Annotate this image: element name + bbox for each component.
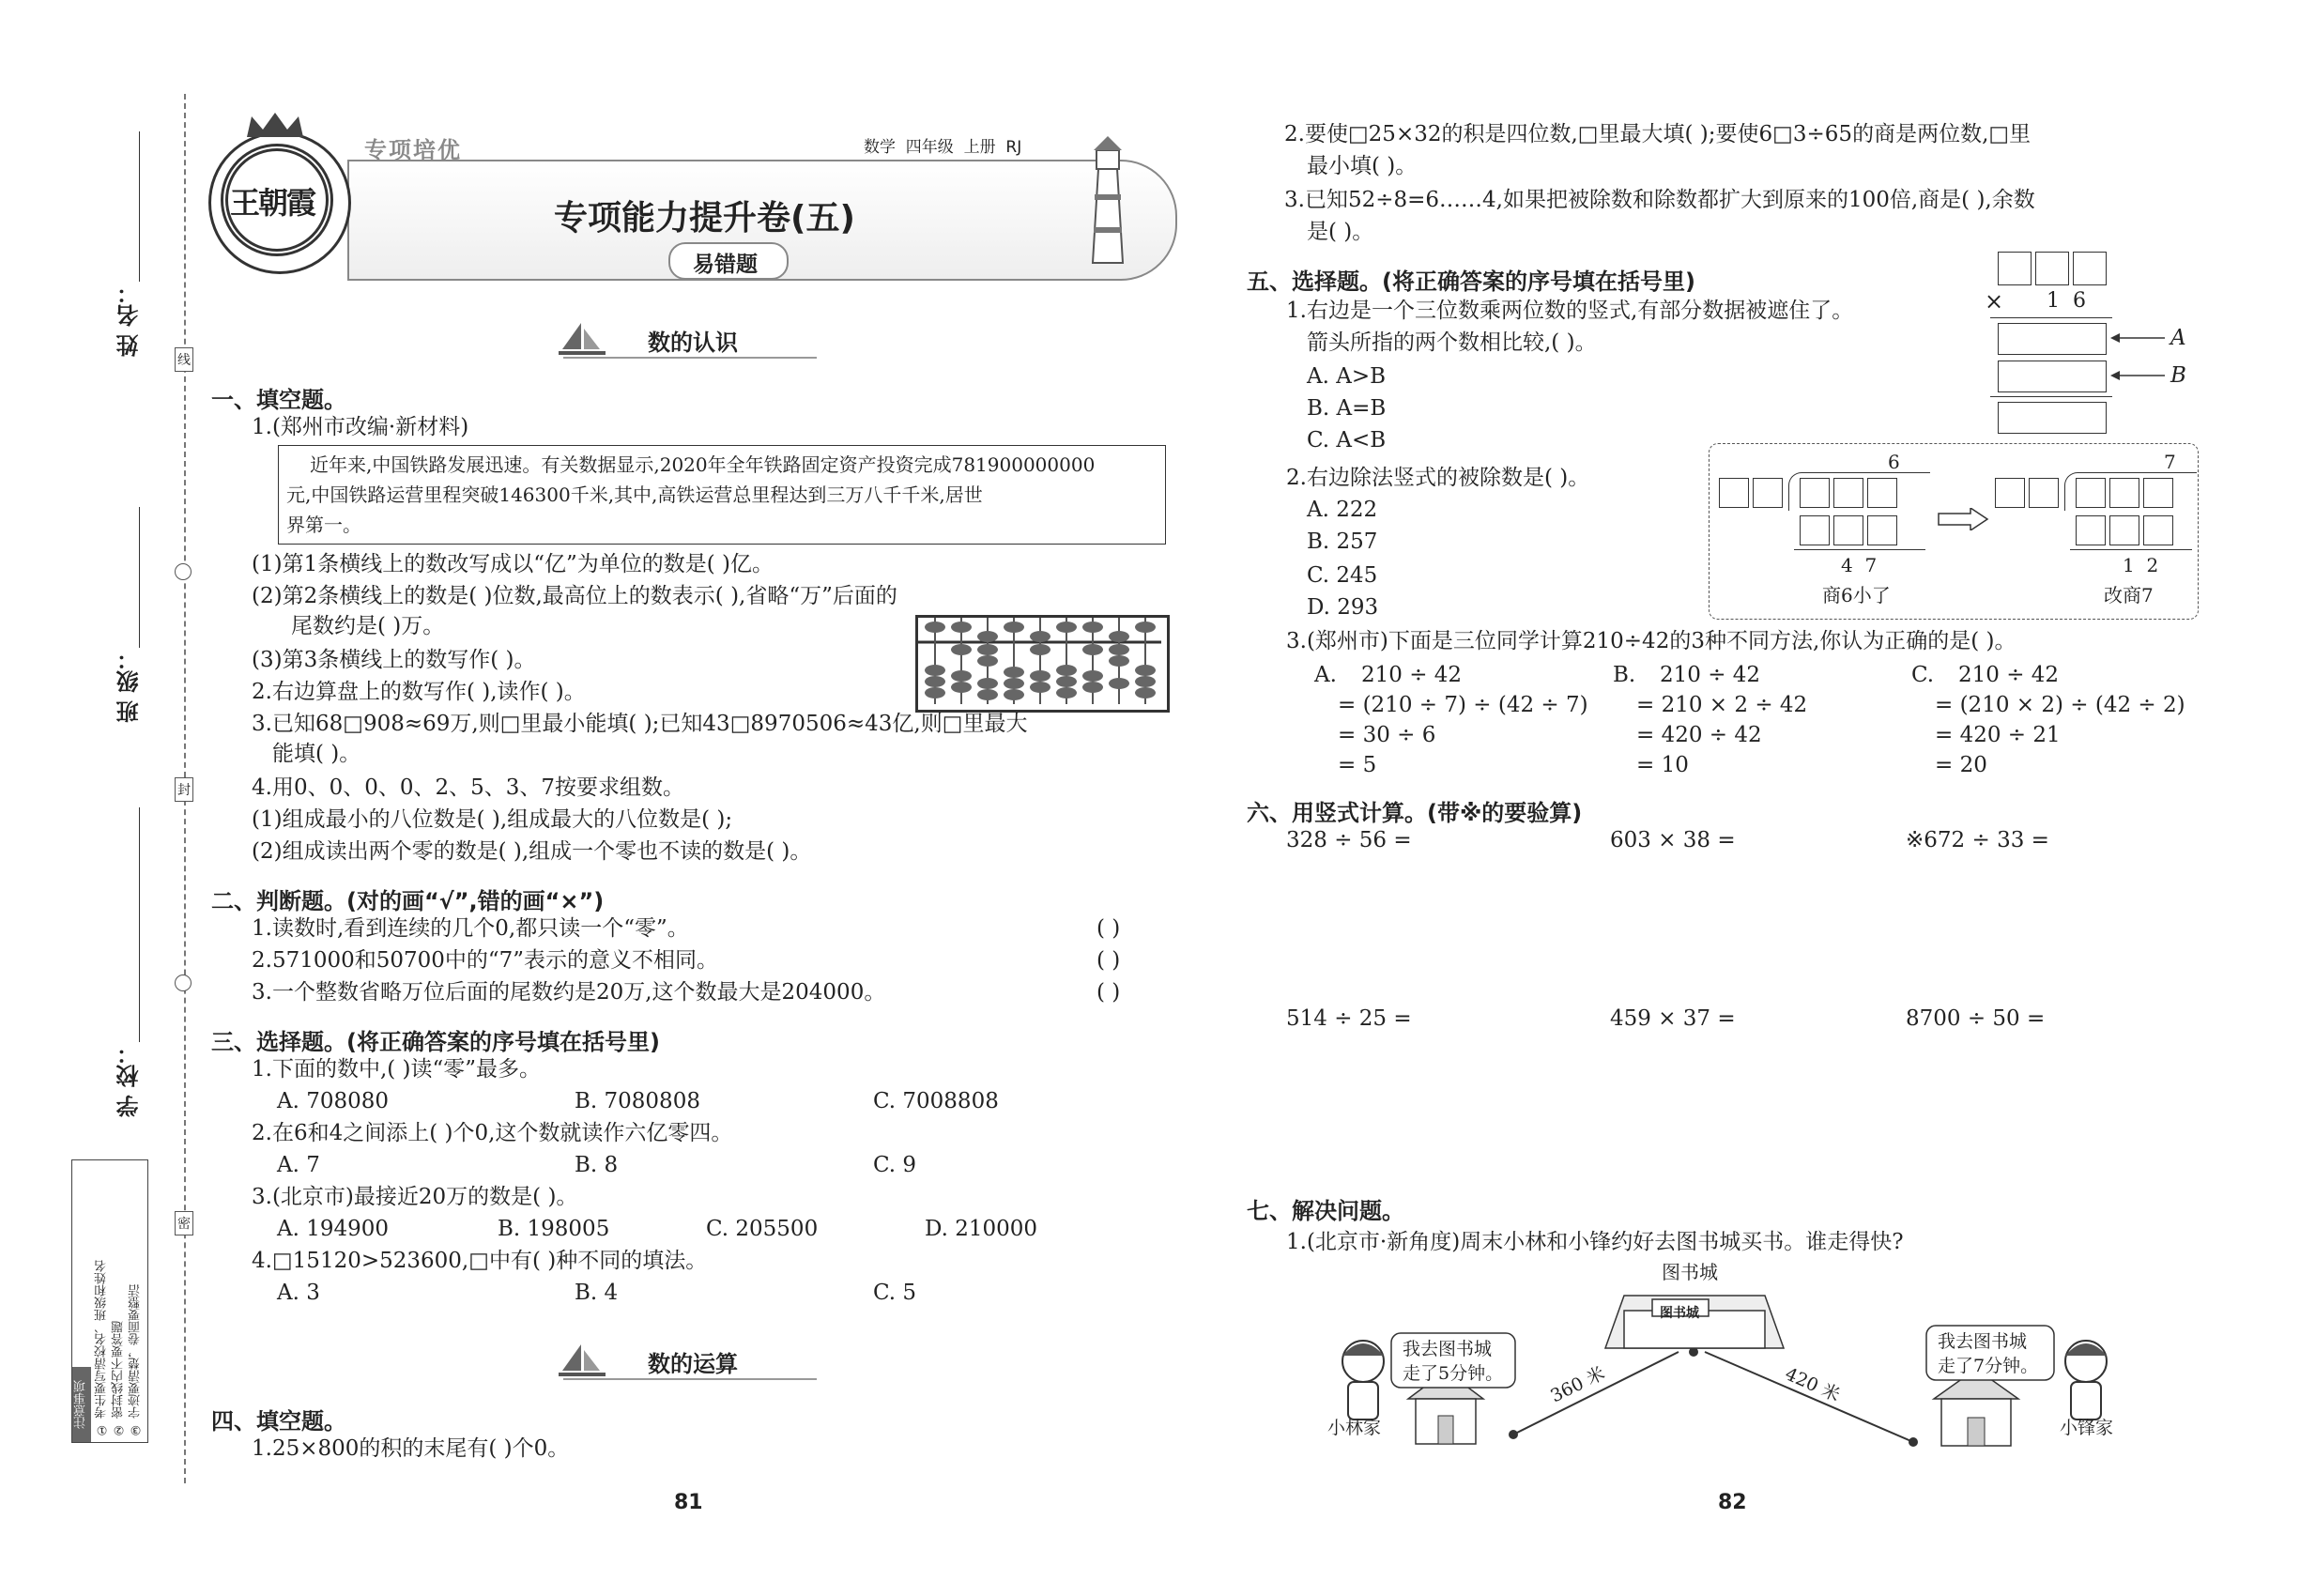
choice-3-d[interactable]: D. 210000: [925, 1217, 1038, 1241]
method-b-label[interactable]: B.: [1613, 663, 1636, 687]
div-caption-1: 商6小了: [1822, 584, 1891, 606]
div2-dividend-2: [2109, 478, 2139, 508]
kid-lin-icon: [1342, 1341, 1384, 1420]
bubble-lin-line-1: 我去图书城: [1403, 1339, 1493, 1359]
method-a-line-4: = 5: [1338, 753, 1377, 777]
partial-product-b: [1998, 361, 2107, 392]
passage-line-2: 元,中国铁路运营里程突破146300千米,其中,高铁运营总里程达到三万八千千米,居世: [286, 483, 983, 506]
div2-dividend-1: [2076, 478, 2106, 508]
choice-1-b[interactable]: B. 7080808: [575, 1089, 700, 1113]
fill-3b: 是( )。: [1307, 220, 1374, 244]
div1-dividend-2: [1833, 478, 1863, 508]
section-6-heading: 六、用竖式计算。(带※的要验算): [1247, 800, 1583, 826]
div1-product-2: [1833, 515, 1863, 545]
fill-3a: 3.已知52÷8=6……4,如果把被除数和除数都扩大到原来的100倍,商是( ),余数: [1284, 188, 2035, 212]
distance-left: 360 米: [1547, 1362, 1609, 1407]
method-c-line-3: = 420 ÷ 21: [1935, 723, 2061, 747]
choice-1-c[interactable]: C. 7008808: [873, 1089, 999, 1113]
crown-icon: [242, 111, 308, 139]
q1-2b: 尾数约是( )万。: [291, 614, 445, 638]
sailboat-svg-2: [559, 1343, 606, 1380]
abacus: [915, 615, 1170, 713]
mult-digit-box-3: [2073, 252, 2107, 285]
mc-1-b[interactable]: B. A=B: [1307, 396, 1387, 421]
div1-product-3: [1867, 515, 1897, 545]
abacus-svg: [918, 618, 1161, 704]
crown-svg: [242, 111, 308, 139]
judge-2-paren[interactable]: ( ): [1096, 948, 1121, 973]
div-quotient-1: 6: [1888, 451, 1900, 473]
page-number-left: 81: [674, 1491, 703, 1514]
page-title: 专项能力提升卷(五): [554, 199, 855, 238]
choice-1: 1.下面的数中,( )读“零”最多。: [252, 1057, 542, 1082]
notes-box: [71, 1159, 148, 1443]
arrow-a-icon: [2110, 329, 2167, 351]
brand-logo: [208, 131, 351, 274]
q3a: 3.已知68□908≈69万,则□里最小能填( );已知43□8970506≈43亿,则□里最大: [252, 712, 1028, 736]
method-b-line-3: = 420 ÷ 42: [1636, 723, 1762, 747]
choice-3: 3.(北京市)最接近20万的数是( )。: [252, 1185, 578, 1209]
div1-divisor-2: [1753, 478, 1783, 508]
point-feng: [1909, 1437, 1918, 1447]
div1-line: [1794, 549, 1925, 550]
section-5-heading: 五、选择题。(将正确答案的序号填在括号里): [1247, 269, 1695, 295]
notes-title: 注意事项: [72, 1367, 91, 1442]
subject-line: 数学 四年级 上册 RJ: [864, 138, 1022, 157]
header-tag: 专项培优: [364, 137, 462, 163]
class-label: 班 级：: [116, 648, 143, 724]
calc-1: 328 ÷ 56 =: [1286, 828, 1412, 852]
seal-circle-1: [175, 563, 192, 580]
bubble-lin-line-2: 走了5分钟。: [1403, 1363, 1504, 1384]
div-caption-2: 改商7: [2104, 584, 2154, 606]
judge-3-paren[interactable]: ( ): [1096, 980, 1121, 1005]
passage-line-3: 界第一。: [286, 514, 361, 536]
choice-2: 2.在6和4之间添上( )个0,这个数就读作六亿零四。: [252, 1121, 733, 1145]
div2-divisor-2: [2029, 478, 2059, 508]
class-field[interactable]: [139, 507, 140, 648]
section-4-heading: 四、填空题。: [211, 1408, 346, 1435]
subtitle-box: [668, 242, 789, 280]
page-number-right: 82: [1718, 1491, 1747, 1514]
calc-5: 459 × 37 =: [1610, 1006, 1736, 1031]
seal-mark-secret: 密: [175, 1211, 193, 1235]
section-1-heading: 一、填空题。: [211, 387, 346, 413]
method-c-line-1: 210 ÷ 42: [1958, 663, 2060, 687]
q4: 4.用0、0、0、0、2、5、3、7按要求组数。: [252, 775, 685, 800]
section-2-heading: 二、判断题。(对的画“√”,错的画“×”): [211, 888, 605, 914]
method-c-line-2: = (210 × 2) ÷ (42 ÷ 2): [1935, 693, 2185, 717]
section-7-heading: 七、解决问题。: [1247, 1198, 1404, 1224]
choice-3-a[interactable]: A. 194900: [277, 1217, 390, 1241]
div2-product-1: [2076, 515, 2106, 545]
transition-arrow-svg: [1937, 508, 1989, 530]
mc-2-d[interactable]: D. 293: [1307, 595, 1379, 620]
brand-name: 王朝霞: [230, 185, 315, 221]
mult-line-1: [1990, 317, 2112, 318]
fill-2b: 最小填( )。: [1307, 154, 1418, 178]
arrow-b-svg: [2110, 366, 2167, 385]
method-a-line-3: = 30 ÷ 6: [1338, 723, 1436, 747]
choice-4-b[interactable]: B. 4: [575, 1281, 619, 1305]
mult-digit-box-2: [2035, 252, 2069, 285]
choice-1-a[interactable]: A. 708080: [277, 1089, 390, 1113]
div1-divisor-1: [1719, 478, 1749, 508]
method-a-label[interactable]: A.: [1314, 663, 1337, 687]
div-remainder-1: 4 7: [1841, 554, 1878, 576]
section-b-underline: [563, 1378, 817, 1380]
mc-2-c[interactable]: C. 245: [1307, 563, 1378, 588]
div1-dividend-1: [1800, 478, 1830, 508]
point-lin: [1509, 1430, 1518, 1439]
note-2: ② 密封线内不要答题: [112, 1320, 126, 1436]
div2-divisor-1: [1995, 478, 2025, 508]
lighthouse-svg: [1080, 131, 1136, 272]
judge-2: 2.571000和50700中的“7”表示的意义不相同。: [252, 948, 719, 973]
q1-2a: (2)第2条横线上的数是( )位数,最高位上的数表示( ),省略“万”后面的: [252, 584, 897, 608]
mc-1b: 箭头所指的两个数相比较,( )。: [1307, 330, 1597, 355]
section-3-heading: 三、选择题。(将正确答案的序号填在括号里): [211, 1029, 660, 1055]
q3b: 能填( )。: [272, 742, 361, 766]
partial-product-a: [1998, 323, 2107, 355]
mc-2: 2.右边除法竖式的被除数是( )。: [1286, 466, 1590, 490]
div-quotient-2: 7: [2164, 451, 2176, 473]
mc-1-c[interactable]: C. A<B: [1307, 428, 1387, 453]
name-label: 姓 名：: [116, 282, 143, 358]
method-b-line-2: = 210 × 2 ÷ 42: [1636, 693, 1808, 717]
mc-1-a[interactable]: A. A>B: [1307, 364, 1387, 389]
lighthouse-icon: [1080, 131, 1136, 272]
transition-arrow-icon: [1937, 508, 1989, 534]
kid-feng-icon: [2065, 1341, 2107, 1420]
mc-2-b[interactable]: B. 257: [1307, 529, 1378, 554]
label-b: B: [2170, 363, 2186, 388]
note-1: ① 考生要写清校名、班级和姓名: [95, 1259, 109, 1436]
method-b-line-1: 210 ÷ 42: [1660, 663, 1761, 687]
name-field[interactable]: [139, 131, 140, 282]
section-a-underline: [563, 357, 817, 359]
judge-3: 3.一个整数省略万位后面的尾数约是20万,这个数最大是204000。: [252, 980, 886, 1005]
method-b-line-4: = 10: [1636, 753, 1689, 777]
choice-4-a[interactable]: A. 3: [277, 1281, 320, 1305]
method-c-line-4: = 20: [1935, 753, 1987, 777]
judge-1-paren[interactable]: ( ): [1096, 916, 1121, 941]
div2-line: [2070, 549, 2192, 550]
q1-title: 1.(郑州市改编·新材料): [252, 415, 469, 439]
choice-3-b[interactable]: B. 198005: [498, 1217, 610, 1241]
calc-4: 514 ÷ 25 =: [1286, 1006, 1412, 1031]
choice-3-c[interactable]: C. 205500: [706, 1217, 819, 1241]
home-lin-label: 小林家: [1327, 1418, 1382, 1438]
bubble-feng-line-1: 我去图书城: [1938, 1331, 2028, 1352]
distance-right: 420 米: [1782, 1363, 1844, 1406]
mc-1a: 1.右边是一个三位数乘两位数的竖式,有部分数据被遮住了。: [1286, 299, 1854, 323]
page-subtitle: 易错题: [693, 253, 758, 277]
section-number-recognition: 数的认识: [648, 330, 738, 356]
method-c-label[interactable]: C.: [1911, 663, 1935, 687]
seal-mark-seal: 封: [175, 777, 193, 802]
home-feng-label: 小锋家: [2060, 1418, 2114, 1438]
section-number-operations: 数的运算: [648, 1351, 738, 1377]
note-3: ③ 字迹要清楚，卷面要整洁: [129, 1283, 143, 1436]
label-a: A: [2170, 326, 2186, 350]
q4-1: (1)组成最小的八位数是( ),组成最大的八位数是( );: [252, 807, 733, 832]
method-a-line-2: = (210 ÷ 7) ÷ (42 ÷ 7): [1338, 693, 1588, 717]
mult-sign: ×: [1985, 288, 2004, 315]
passage-line-1: 近年来,中国铁路发展迅速。有关数据显示,2020年全年铁路固定资产投资完成781900000000: [310, 453, 1096, 476]
calc-6: 8700 ÷ 50 =: [1906, 1006, 2046, 1031]
mc-3: 3.(郑州市)下面是三位同学计算210÷42的3种不同方法,你认为正确的是( )。: [1286, 629, 2016, 653]
final-product: [1998, 402, 2107, 434]
library-label: 图书城: [1662, 1261, 1718, 1283]
div2-product-2: [2109, 515, 2139, 545]
div1-product-1: [1800, 515, 1830, 545]
div1-dividend-3: [1867, 478, 1897, 508]
q1-3: (3)第3条横线上的数写作( )。: [252, 648, 536, 672]
calc-2: 603 × 38 =: [1610, 828, 1736, 852]
div2-product-3: [2143, 515, 2173, 545]
q4-2: (2)组成读出两个零的数是( ),组成一个零也不读的数是( )。: [252, 839, 812, 864]
judge-1: 1.读数时,看到连续的几个0,都只读一个“零”。: [252, 916, 689, 941]
division-diagram: [1709, 443, 2199, 620]
seal-circle-2: [175, 974, 192, 991]
arrow-b-icon: [2110, 366, 2167, 389]
problem-1: 1.(北京市·新角度)周末小林和小锋约好去图书城买书。谁走得快?: [1286, 1230, 1904, 1254]
choice-2-b[interactable]: B. 8: [575, 1153, 619, 1177]
library-sign: 图书城: [1660, 1306, 1699, 1321]
div-remainder-2: 1 2: [2123, 554, 2159, 576]
mult-line-2: [1990, 396, 2112, 397]
sailboat-svg: [559, 321, 606, 359]
seal-mark-line: 线: [175, 347, 193, 372]
school-label: 学 校：: [116, 1042, 143, 1118]
fill-1: 1.25×800的积的末尾有( )个0。: [252, 1436, 570, 1461]
method-a-line-1: 210 ÷ 42: [1361, 663, 1463, 687]
fill-2a: 2.要使□25×32的积是四位数,□里最大填( );要使6□3÷65的商是两位数,□里: [1284, 122, 2032, 146]
school-field[interactable]: [139, 807, 140, 1042]
arrow-a-svg: [2110, 329, 2167, 347]
choice-2-c[interactable]: C. 9: [873, 1153, 917, 1177]
mc-2-a[interactable]: A. 222: [1307, 498, 1378, 522]
bubble-feng-line-2: 走了7分钟。: [1938, 1356, 2039, 1376]
div2-dividend-3: [2143, 478, 2173, 508]
q1-1: (1)第1条横线上的数改写成以“亿”为单位的数是( )亿。: [252, 552, 774, 576]
mult-digits: 1 6: [2047, 289, 2086, 313]
q2: 2.右边算盘上的数写作( ),读作( )。: [252, 680, 586, 704]
calc-3: ※672 ÷ 33 =: [1906, 828, 2049, 852]
mult-digit-box-1: [1998, 252, 2032, 285]
choice-4-c[interactable]: C. 5: [873, 1281, 917, 1305]
choice-2-a[interactable]: A. 7: [277, 1153, 320, 1177]
choice-4: 4.□15120>523600,□中有( )种不同的填法。: [252, 1249, 708, 1273]
